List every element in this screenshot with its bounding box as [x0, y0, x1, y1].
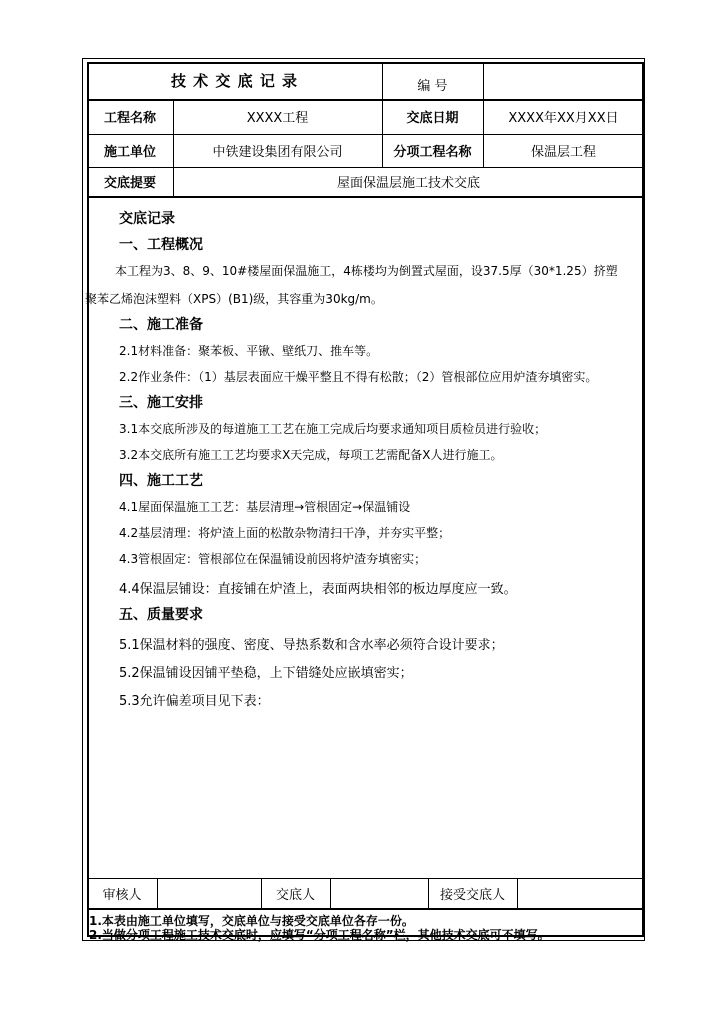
record-title: 交底记录 — [119, 211, 175, 227]
record-body — [83, 198, 643, 878]
subproject-label: 分项工程名称 — [393, 145, 472, 160]
paragraph: 3.1本交底所涉及的每道施工工艺在施工完成后均要求通知项目质检员进行验收； — [119, 422, 547, 436]
reviewer-field[interactable] — [157, 878, 261, 908]
section-heading: 五、质量要求 — [119, 607, 203, 623]
paragraph: 聚苯乙烯泡沫塑料（XPS）(B1)级，其容重为30kg/m。 — [85, 292, 383, 306]
divider — [87, 908, 644, 910]
paragraph: 本工程为3、8、9、10#楼屋面保温施工，4栋楼均为倒置式屋面，设37.5厚（30*1.25）挤塑 — [115, 264, 618, 278]
paragraph: 5.1保温材料的强度、密度、导热系数和含水率必须符合设计要求； — [119, 638, 504, 653]
number-label: 编 号 — [417, 79, 448, 94]
paragraph: 4.3管根固定：管根部位在保温铺设前因将炉渣夯填密实； — [119, 552, 427, 566]
section-heading: 二、施工准备 — [119, 317, 203, 333]
number-field[interactable] — [483, 62, 644, 99]
project-name-label: 工程名称 — [103, 111, 156, 126]
paragraph: 4.1屋面保温施工工艺：基层清理→管根固定→保温铺设 — [119, 500, 411, 514]
receiver-field[interactable] — [517, 878, 644, 908]
reviewer-label: 审核人 — [102, 887, 142, 903]
unit-field[interactable]: 中铁建设集团有限公司 — [212, 145, 343, 160]
paragraph: 5.2保温铺设因铺平垫稳，上下错缝处应嵌填密实； — [119, 666, 413, 681]
section-heading: 一、工程概况 — [119, 237, 203, 253]
paragraph: 4.4保温层铺设：直接铺在炉渣上，表面两块相邻的板边厚度应一致。 — [119, 582, 517, 597]
footnote: 1.本表由施工单位填写，交底单位与接受交底单位各存一份。 — [89, 914, 414, 928]
project-name-field[interactable]: XXXX工程 — [246, 111, 309, 126]
form-title: 技 术 交 底 记 录 — [170, 72, 299, 90]
paragraph: 2.2作业条件：（1）基层表面应干燥平整且不得有松散；（2）管根部位应用炉渣夯填密实。 — [119, 370, 598, 384]
date-field[interactable]: XXXX年XX月XX日 — [508, 111, 619, 126]
paragraph: 5.3允许偏差项目见下表： — [119, 694, 270, 709]
summary-field[interactable]: 屋面保温层施工技术交底 — [336, 176, 480, 191]
summary-label: 交底提要 — [103, 176, 156, 191]
section-heading: 四、施工工艺 — [119, 473, 203, 489]
paragraph: 4.2基层清理：将炉渣上面的松散杂物清扫干净，并夯实平整； — [119, 526, 451, 540]
presenter-field[interactable] — [330, 878, 428, 908]
paragraph: 3.2本交底所有施工工艺均要求X天完成，每项工艺需配备X人进行施工。 — [119, 448, 503, 462]
date-label: 交底日期 — [406, 111, 459, 126]
section-heading: 三、施工安排 — [119, 395, 203, 411]
presenter-label: 交底人 — [275, 887, 315, 903]
footnote: 2.当做分项工程施工技术交底时，应填写“分项工程名称”栏，其他技术交底可不填写。 — [89, 928, 550, 942]
paragraph: 2.1材料准备：聚苯板、平锹、壁纸刀、推车等。 — [119, 344, 379, 358]
unit-label: 施工单位 — [103, 145, 156, 160]
subproject-field[interactable]: 保温层工程 — [530, 145, 596, 160]
receiver-label: 接受交底人 — [439, 887, 505, 903]
